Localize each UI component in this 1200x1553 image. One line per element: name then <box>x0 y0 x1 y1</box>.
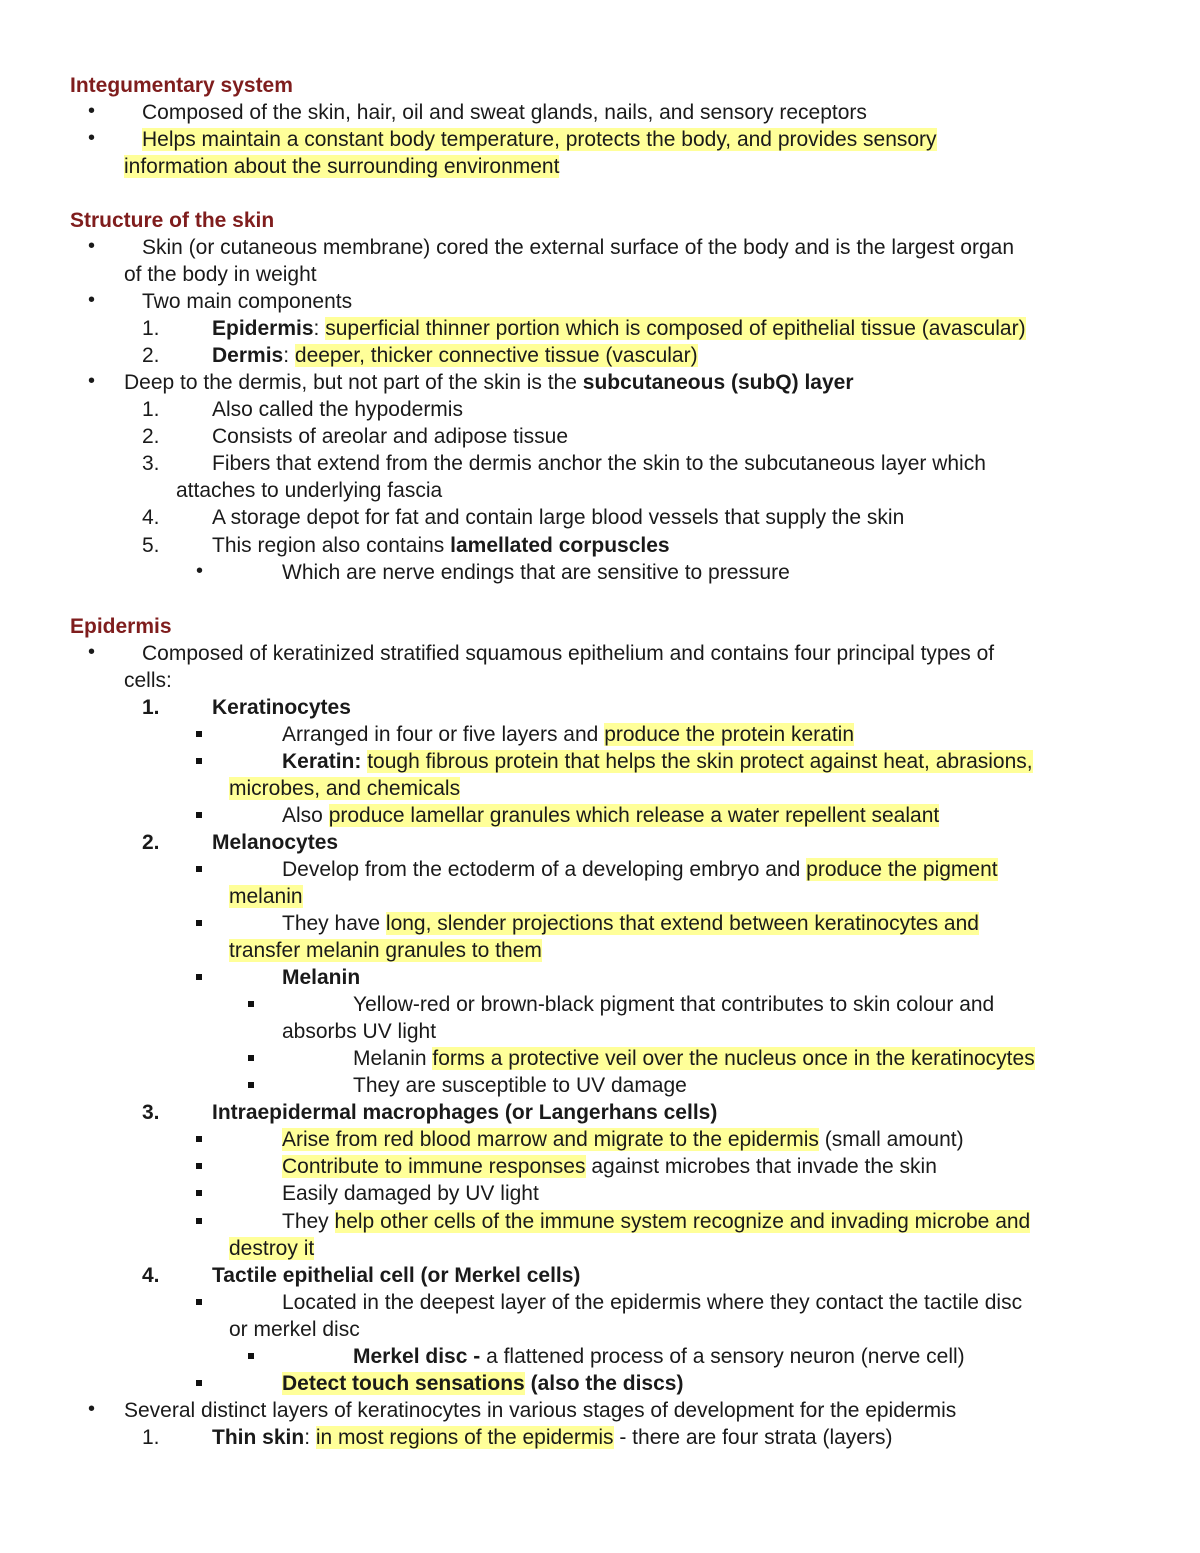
square-bullet-icon <box>248 1353 254 1359</box>
text-line <box>229 937 542 964</box>
text-line: cells: <box>124 669 172 692</box>
text-line <box>212 342 698 369</box>
list-number: 1. <box>142 398 160 421</box>
text-line: Composed of the skin, hair, oil and sweat glands, nails, and sensory receptors <box>142 101 867 124</box>
text-line <box>142 126 937 153</box>
square-bullet-icon <box>196 1218 202 1224</box>
text-fragment: : <box>304 1426 311 1449</box>
highlighted-text: in most regions of the epidermis <box>315 1426 614 1449</box>
text-line: Composed of keratinized stratified squamous epithelium and contains four principal types of <box>142 642 995 665</box>
text-line: Fibers that extend from the dermis anchor the skin to the subcutaneous layer which <box>212 452 986 475</box>
text-line: Consists of areolar and adipose tissue <box>212 425 569 448</box>
bullet-icon: • <box>196 560 204 582</box>
text-fragment: against microbes that invade the skin <box>591 1155 937 1178</box>
term: Keratin: <box>282 750 362 773</box>
heading-integumentary-system: Integumentary system <box>70 74 293 97</box>
highlighted-text: information about the surrounding environment <box>124 155 560 178</box>
list-number: 1. <box>142 696 160 719</box>
term: Merkel disc - <box>353 1345 481 1368</box>
highlighted-text: forms a protective veil over the nucleus once in the keratinocytes <box>432 1047 1035 1070</box>
highlighted-text: destroy it <box>229 1237 315 1260</box>
heading-structure-of-skin: Structure of the skin <box>70 209 275 232</box>
term: Epidermis <box>212 317 314 340</box>
square-bullet-icon <box>196 866 202 872</box>
text-line <box>212 1424 892 1451</box>
text-fragment: They have <box>282 912 381 935</box>
bullet-icon: • <box>88 1398 96 1420</box>
highlighted-text: tough fibrous protein that helps the skin protect against heat, abrasions, <box>367 750 1033 773</box>
square-bullet-icon <box>248 1055 254 1061</box>
bullet-icon: • <box>88 289 96 311</box>
highlighted-text: produce the protein keratin <box>604 723 855 746</box>
text-line: Also called the hypodermis <box>212 398 463 421</box>
text-line <box>124 369 854 396</box>
square-bullet-icon <box>248 1082 254 1088</box>
highlighted-text: help other cells of the immune system recognize and invading microbe and <box>334 1210 1031 1233</box>
text-line: Yellow-red or brown-black pigment that contributes to skin colour and <box>353 993 995 1016</box>
text-fragment: a flattened process of a sensory neuron (nerve cell) <box>486 1345 965 1368</box>
text-line <box>282 856 998 883</box>
text-fragment: : <box>283 344 290 367</box>
list-number: 2. <box>142 831 160 854</box>
list-number: 4. <box>142 506 160 529</box>
text-line <box>212 315 1026 342</box>
text-line: Melanocytes <box>212 831 339 854</box>
text-line <box>353 1045 1035 1072</box>
text-fragment: Melanin <box>353 1047 427 1070</box>
text-line <box>229 775 460 802</box>
bullet-icon: • <box>88 370 96 392</box>
text-line <box>212 532 670 559</box>
text-fragment: Also <box>282 804 323 827</box>
highlighted-text: Detect touch sensations <box>282 1372 525 1395</box>
text-fragment: Deep to the dermis, but not part of the skin is the <box>124 371 577 394</box>
text-line: absorbs UV light <box>282 1020 437 1043</box>
text-line: Tactile epithelial cell (or Merkel cells) <box>212 1264 581 1287</box>
list-number: 1. <box>142 1426 160 1449</box>
list-number: 3. <box>142 452 160 475</box>
text-fragment: They <box>282 1210 329 1233</box>
text-fragment: (small amount) <box>824 1128 964 1151</box>
text-line: Located in the deepest layer of the epidermis where they contact the tactile disc <box>282 1291 1023 1314</box>
square-bullet-icon <box>196 920 202 926</box>
highlighted-text: microbes, and chemicals <box>229 777 461 800</box>
text-fragment: Arranged in four or five layers and <box>282 723 599 746</box>
text-line <box>229 883 303 910</box>
highlighted-text: produce lamellar granules which release a water repellent sealant <box>328 804 940 827</box>
text-line: or merkel disc <box>229 1318 360 1341</box>
text-line <box>282 1370 683 1397</box>
text-line: Skin (or cutaneous membrane) cored the external surface of the body and is the largest organ <box>142 236 1014 259</box>
text-line: Two main components <box>142 290 353 313</box>
bullet-icon: • <box>88 641 96 663</box>
list-number: 3. <box>142 1101 160 1124</box>
text-line: A storage depot for fat and contain large blood vessels that supply the skin <box>212 506 905 529</box>
list-number: 4. <box>142 1264 160 1287</box>
text-line <box>282 910 979 937</box>
highlighted-text: produce the pigment <box>806 858 998 881</box>
text-line: Melanin <box>282 966 361 989</box>
square-bullet-icon <box>196 812 202 818</box>
text-line: attaches to underlying fascia <box>176 479 443 502</box>
text-line: Which are nerve endings that are sensitive to pressure <box>282 561 790 584</box>
square-bullet-icon <box>196 1190 202 1196</box>
list-number: 2. <box>142 425 160 448</box>
highlighted-text: long, slender projections that extend between keratinocytes and <box>385 912 979 935</box>
text-line <box>282 802 939 829</box>
text-fragment: : <box>313 317 320 340</box>
square-bullet-icon <box>196 758 202 764</box>
square-bullet-icon <box>196 1163 202 1169</box>
text-line <box>282 1153 937 1180</box>
square-bullet-icon <box>196 974 202 980</box>
text-line <box>124 153 559 180</box>
list-number: 2. <box>142 344 160 367</box>
highlighted-text: melanin <box>229 885 303 908</box>
square-bullet-icon <box>196 731 202 737</box>
square-bullet-icon <box>248 1001 254 1007</box>
text-fragment: - there are four strata (layers) <box>619 1426 893 1449</box>
text-line <box>282 1126 964 1153</box>
term: subcutaneous (subQ) layer <box>582 371 854 394</box>
highlighted-text: Contribute to immune responses <box>282 1155 586 1178</box>
text-line: of the body in weight <box>124 263 317 286</box>
bullet-icon: • <box>88 127 96 149</box>
highlighted-text: Arise from red blood marrow and migrate to the epidermis <box>282 1128 819 1151</box>
highlighted-text: transfer melanin granules to them <box>229 939 542 962</box>
square-bullet-icon <box>196 1299 202 1305</box>
text-fragment: (also the discs) <box>530 1372 684 1395</box>
square-bullet-icon <box>196 1136 202 1142</box>
highlighted-text: Helps maintain a constant body temperature, protects the body, and provides sensory <box>142 128 937 151</box>
term: lamellated corpuscles <box>450 534 670 557</box>
square-bullet-icon <box>196 1380 202 1386</box>
term: Thin skin <box>212 1426 305 1449</box>
text-line: They are susceptible to UV damage <box>353 1074 687 1097</box>
text-line <box>282 1208 1030 1235</box>
text-fragment: This region also contains <box>212 534 445 557</box>
highlighted-text: deeper, thicker connective tissue (vascular) <box>294 344 698 367</box>
text-line <box>282 721 854 748</box>
text-line: Easily damaged by UV light <box>282 1182 539 1205</box>
list-number: 1. <box>142 317 160 340</box>
term: Dermis <box>212 344 284 367</box>
text-line: Several distinct layers of keratinocytes in various stages of development for the epidermis <box>124 1399 957 1422</box>
bullet-icon: • <box>88 100 96 122</box>
text-line <box>229 1235 314 1262</box>
text-line <box>282 748 1033 775</box>
heading-epidermis: Epidermis <box>70 615 172 638</box>
text-line: Intraepidermal macrophages (or Langerhans cells) <box>212 1101 718 1124</box>
bullet-icon: • <box>88 235 96 257</box>
text-line: Keratinocytes <box>212 696 351 719</box>
list-number: 5. <box>142 534 160 557</box>
text-fragment: Develop from the ectoderm of a developing embryo and <box>282 858 801 881</box>
highlighted-text: superficial thinner portion which is composed of epithelial tissue (avascular) <box>325 317 1026 340</box>
text-line <box>353 1343 965 1370</box>
